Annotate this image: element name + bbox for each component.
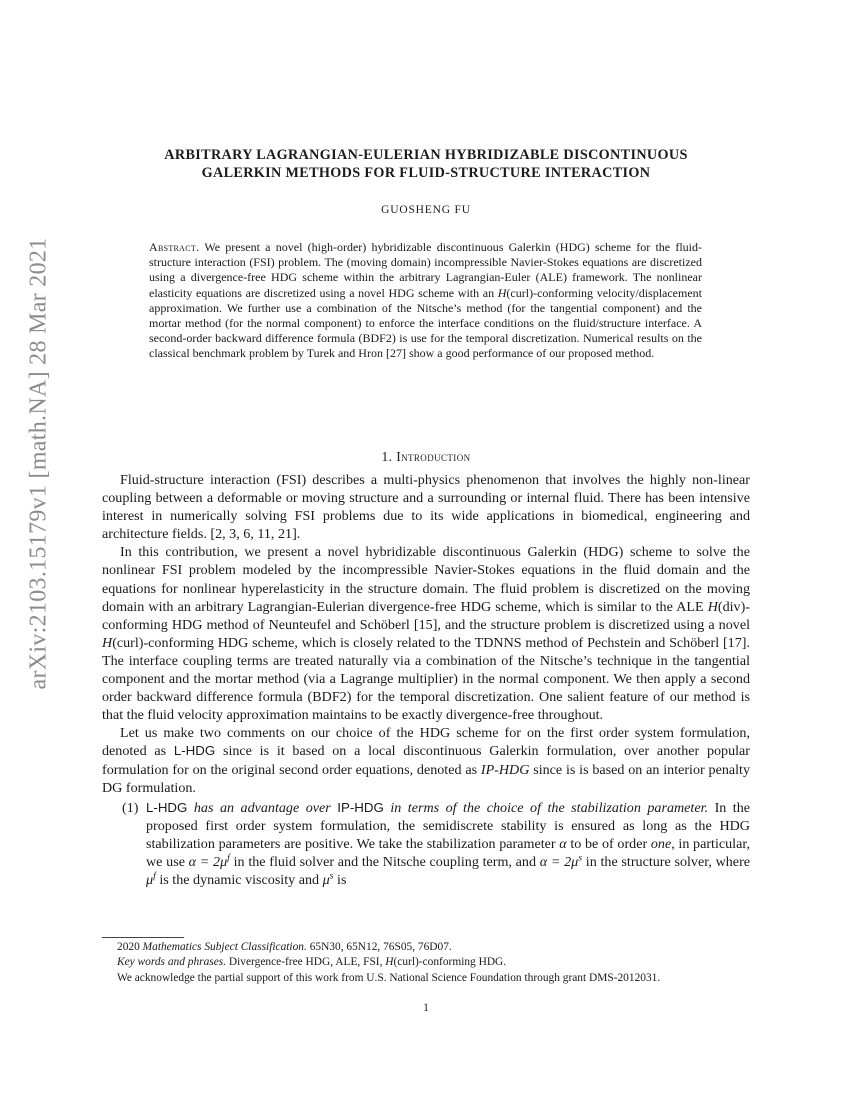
math-H: H [385, 956, 394, 969]
paragraph-3-part-a: Let us make two comments on our choice of the HDG scheme for on the first order system formulation, denoted as [102, 725, 750, 760]
math-equation-fluid: α = 2μ [188, 853, 228, 870]
paragraph-1: Fluid-structure interaction (FSI) describes a multi-physics phenomenon that involves the highly non-linear coupling between a deformable or moving structure and a surrounding or internal fluid. There has been intensive interest in numerically solving FSI problems due to its wide applications in biomedical, engineering and architecture fields. [2, 3, 6, 11, 21]. [102, 472, 750, 543]
title-line-2: GALERKIN METHODS FOR FLUID-STRUCTURE INTERACTION [201, 165, 651, 181]
math-superscript-s: s [578, 852, 583, 864]
title-line-1: ARBITRARY LAGRANGIAN-EULERIAN HYBRIDIZABLE DISCONTINUOUS [164, 147, 688, 163]
italic-one: one [650, 835, 672, 852]
section-heading-introduction: 1. Introduction [381, 449, 471, 464]
list-text: to be of order [566, 835, 651, 852]
arxiv-identifier-text: arXiv:2103.15179v1 [math.NA] 28 Mar 2021 [25, 237, 52, 689]
term-l-hdg: L-HDG [173, 743, 216, 759]
abstract [149, 240, 702, 362]
term-ip-hdg: IP-HDG [480, 761, 530, 778]
body-text [102, 471, 750, 889]
author-name: GUOSHENG FU [381, 204, 471, 216]
paragraph-2 [102, 543, 750, 724]
paragraph-3-part-c: since is is based on an interior penalty DG formulation. [102, 761, 750, 796]
footnote-italic: Key words and phrases. [117, 956, 227, 969]
paragraph-2-part-c: (curl)-conforming HDG scheme, which is closely related to the TDNNS method of Pechstein and Schöberl [17]. The interface coupling terms are treated naturally via a combination of the Nitsche’s technique in the tangential component and the mortar method (via a Lagrange multiplier) in the normal component. We then apply a second order backward difference formula (BDF2) for the temporal discretization. One salient feature of our method is that the fluid velocity approximation maintains to be exactly divergence-free throughout. [102, 634, 750, 724]
footnote-keywords [102, 955, 750, 970]
paper-title [102, 146, 750, 182]
footnote-acknowledgement: We acknowledge the partial support of this work from U.S. National Science Foundation through grant DMS-2012031. [117, 971, 661, 984]
list-text: is [333, 872, 347, 889]
footnote-divider [102, 937, 184, 938]
math-H-div: H [707, 598, 718, 615]
footnote-text: Divergence-free HDG, ALE, FSI, [226, 956, 386, 969]
footnote-italic: Mathematics Subject Classification. [142, 941, 307, 953]
list-text: in the structure solver, where [582, 853, 751, 870]
math-H-curl: H [102, 634, 113, 651]
math-superscript-f: f [227, 852, 230, 864]
footnote-text: 65N30, 65N12, 76S05, 76D07. [306, 941, 452, 953]
list-item-1 [102, 799, 750, 889]
abstract-label: Abstract. [149, 240, 200, 254]
paragraph-2-part-b: (div)-conforming HDG method of Neunteufel and Schöberl [15], and the structure problem is discretized using a novel [102, 598, 750, 633]
math-mu: μ [322, 872, 330, 889]
page-number: 1 [423, 1002, 429, 1014]
list-text: , in particular, we use [146, 835, 751, 870]
footnotes [102, 940, 750, 986]
paragraph-3 [102, 724, 750, 796]
italic-phrase: has an advantage over [193, 799, 331, 816]
footnote-text: 2020 [117, 941, 143, 953]
list-item-number: (1) [122, 799, 139, 816]
math-superscript-s: s [329, 870, 334, 882]
term-l-hdg: L-HDG [146, 799, 188, 815]
paragraph-2-part-a: In this contribution, we present a novel hybridizable discontinuous Galerkin (HDG) scheme to solve the nonlinear FSI problem modeled by the incompressible Navier-Stokes equations in the fluid domain and the equations for nonlinear hyperelasticity in the structure domain. The fluid problem is discretized on the moving domain with an arbitrary Lagrangian-Eulerian divergence-free HDG scheme, which is similar to the ALE [102, 544, 750, 615]
math-alpha: α [559, 835, 567, 852]
abstract-text-part-2: (curl)-conforming velocity/displacement approximation. We further use a combination of the Nitsche’s method (for the tangential component) and the mortar method (for the normal component) to enforce the interface conditions on the fluid/structure interface. A second-order backward difference formula (BDF2) is use for the temporal discretization. Numerical results on the classical benchmark problem by Turek and Hron [27] show a good performance of our proposed method. [149, 285, 703, 361]
math-mu: μ [146, 872, 154, 889]
italic-phrase: in terms of the choice of the stabilization parameter. [390, 799, 709, 816]
abstract-math-H: H [497, 285, 507, 300]
list-item-body [146, 799, 750, 889]
footnote-text: (curl)-conforming HDG. [393, 956, 507, 969]
footnote-msc [102, 940, 750, 955]
list-text: In the proposed first order system formulation, the semidiscrete stability is ensured as long as the HDG stabilization parameters are positive. We take the stabilization parameter [146, 799, 751, 852]
paragraph-3-part-b: since is it based on a local discontinuous Galerkin formulation, over another popular formulation for on the original second order equations, denoted as [102, 743, 750, 778]
math-equation-structure: α = 2μ [539, 853, 579, 870]
abstract-text-part-1: We present a novel (high-order) hybridizable discontinuous Galerkin (HDG) scheme for the fluid-structure interaction (FSI) problem. The (moving domain) incompressible Navier-Stokes equations are discretized using a divergence-free HDG scheme within the arbitrary Lagrangian-Euler (ALE) framework. The nonlinear elasticity equations are discretized using a novel HDG scheme with an [149, 240, 702, 300]
arxiv-identifier-stamp [24, 237, 54, 689]
math-superscript-f: f [153, 870, 156, 882]
list-text: in the fluid solver and the Nitsche coupling term, and [229, 853, 540, 870]
list-text: is the dynamic viscosity and [155, 872, 323, 889]
term-ip-hdg: IP-HDG [337, 799, 384, 815]
